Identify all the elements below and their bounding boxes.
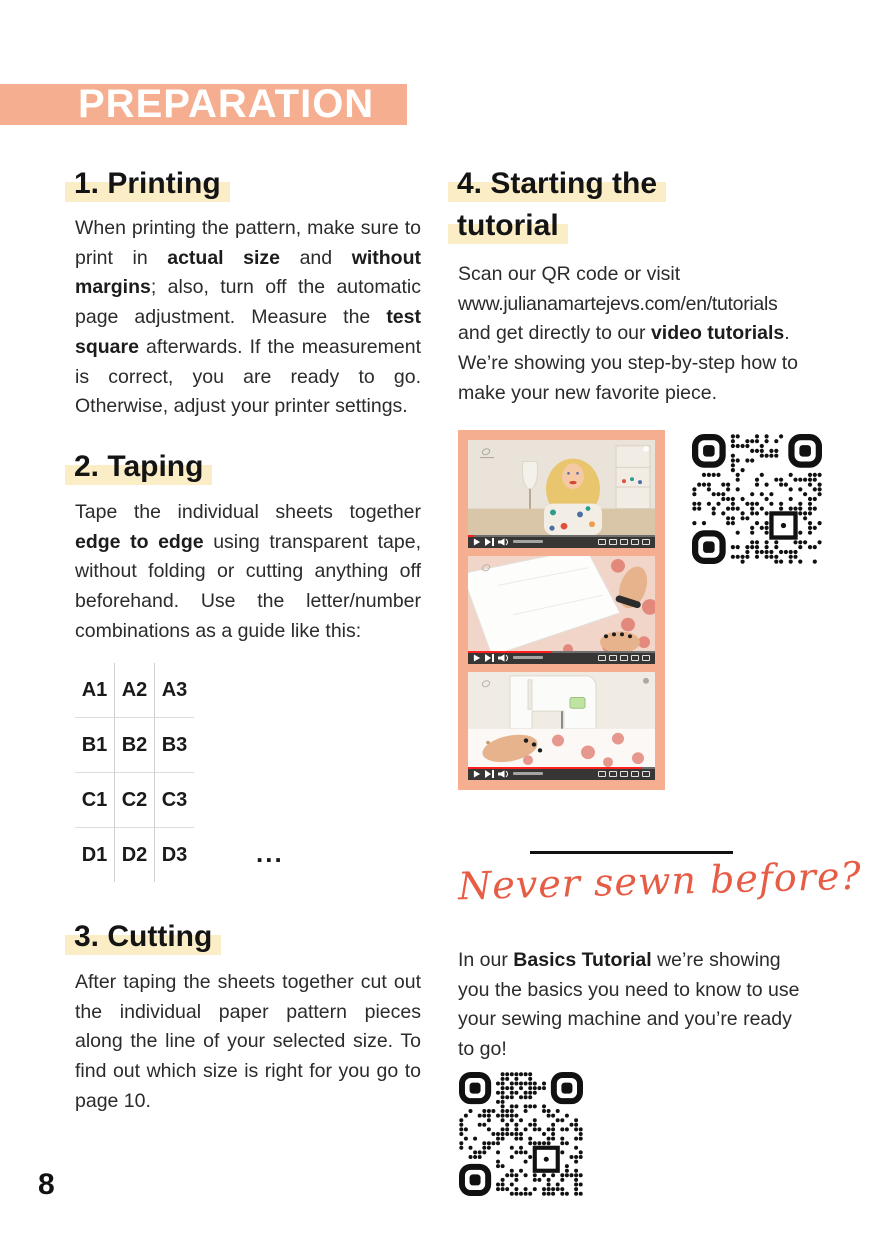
info-icon — [643, 446, 649, 452]
qr-code-tutorials — [692, 434, 822, 564]
paragraph-basics: In our Basics Tutorial we’re showing you the basics you need to know to use your sewing machine and you’re ready to go! — [458, 949, 800, 1061]
video-progress-track — [468, 651, 655, 653]
fullscreen-icon — [642, 771, 650, 777]
video-controls — [468, 535, 655, 548]
never-sewn-script-text: Never sewn before? — [457, 853, 863, 909]
video-still — [468, 440, 655, 535]
fullscreen-icon — [642, 655, 650, 661]
grid-cell: D3 — [161, 843, 188, 866]
video-time — [513, 656, 543, 659]
paragraph-printing: When printing the pattern, make sure to print in actual size and without margins; also, turn off the automatic page adjustment. Measure the test square afterwards. If the measurement is correct, you are ready to go. Otherwise, adjust your printer settings. — [75, 217, 421, 418]
fullscreen-icon — [642, 539, 650, 545]
grid-ellipsis: ... — [256, 838, 284, 868]
player-right-controls — [598, 655, 650, 661]
grid-cell: B2 — [115, 718, 155, 773]
captions-icon — [598, 771, 606, 777]
video-still — [468, 672, 655, 767]
settings-icon — [609, 771, 617, 777]
video-thumbnail-taping[interactable] — [468, 556, 655, 664]
video-thumbnails-panel — [458, 430, 665, 790]
next-icon — [485, 538, 494, 546]
heading-starting-tutorial — [457, 163, 657, 247]
page-number: 8 — [38, 1168, 55, 1201]
player-right-controls — [598, 539, 650, 545]
grid-cell: A2 — [115, 663, 155, 718]
qr-code-basics — [459, 1072, 583, 1196]
video-thumbnail-sewing[interactable] — [468, 672, 655, 780]
heading-line: 2. Taping — [65, 446, 212, 488]
grid-cell: D2 — [115, 828, 155, 882]
grid-cell: D1 — [75, 828, 115, 882]
volume-icon — [498, 654, 509, 662]
play-icon — [473, 770, 481, 778]
grid-cell: B1 — [75, 718, 115, 773]
captions-icon — [598, 655, 606, 661]
grid-cell: C2 — [115, 773, 155, 828]
volume-icon — [498, 770, 509, 778]
video-time — [513, 540, 543, 543]
grid-cell: C3 — [155, 773, 194, 828]
video-progress-track — [468, 767, 655, 769]
settings-icon — [609, 655, 617, 661]
video-still — [468, 556, 655, 651]
video-controls — [468, 651, 655, 664]
section-divider — [530, 851, 733, 854]
grid-row — [75, 828, 194, 882]
player-right-controls — [598, 771, 650, 777]
theater-icon — [631, 539, 639, 545]
next-icon — [485, 654, 494, 662]
grid-cell: C1 — [75, 773, 115, 828]
next-icon — [485, 770, 494, 778]
grid-cell: A1 — [75, 663, 115, 718]
paragraph-starting: Scan our QR code or visit www.julianamartejevs.com/en/tutorials and get directly to our video tutorials. We’re showing you step-by-step how to make your new favorite piece. — [458, 263, 798, 404]
video-scene-illustration — [468, 672, 655, 767]
settings-icon — [609, 539, 617, 545]
grid-cell: A3 — [155, 663, 194, 718]
theater-icon — [631, 655, 639, 661]
grid-cell: B3 — [155, 718, 194, 773]
video-progress-bar — [468, 651, 552, 653]
video-controls — [468, 767, 655, 780]
play-icon — [473, 654, 481, 662]
grid-row — [75, 663, 194, 718]
heading-line: 4. Starting the — [448, 163, 666, 205]
heading-line: tutorial — [448, 205, 568, 247]
video-time — [513, 772, 543, 775]
heading-taping — [74, 446, 203, 488]
miniplayer-icon — [620, 771, 628, 777]
volume-icon — [498, 538, 509, 546]
heading-printing — [74, 163, 221, 205]
grid-row — [75, 773, 194, 828]
tutorials-url-link[interactable]: www.julianamartejevs.com/en/tutorials — [458, 292, 778, 315]
video-scene-illustration — [468, 556, 655, 651]
play-icon — [473, 538, 481, 546]
miniplayer-icon — [620, 539, 628, 545]
heading-line: 3. Cutting — [65, 916, 221, 958]
captions-icon — [598, 539, 606, 545]
video-progress-bar — [468, 767, 642, 769]
video-progress-bar — [468, 535, 474, 537]
sheet-label-grid — [75, 663, 194, 882]
section-header-bar — [0, 84, 407, 125]
grid-row — [75, 718, 194, 773]
video-thumbnail-presenter[interactable] — [468, 440, 655, 548]
heading-cutting — [74, 916, 212, 958]
paragraph-cutting: After taping the sheets together cut out the individual paper pattern pieces along the line of your selected size. To find out which size is right for you go to page 10. — [75, 971, 421, 1112]
video-progress-track — [468, 535, 655, 537]
theater-icon — [631, 771, 639, 777]
paragraph-taping: Tape the individual sheets together edge to edge using transparent tape, without folding or cutting anything off beforehand. Use the letter/number combinations as a guide like this: — [75, 501, 421, 642]
video-scene-illustration — [468, 440, 655, 535]
info-icon — [643, 678, 649, 684]
heading-line: 1. Printing — [65, 163, 230, 205]
miniplayer-icon — [620, 655, 628, 661]
page-title: PREPARATION — [78, 82, 375, 126]
